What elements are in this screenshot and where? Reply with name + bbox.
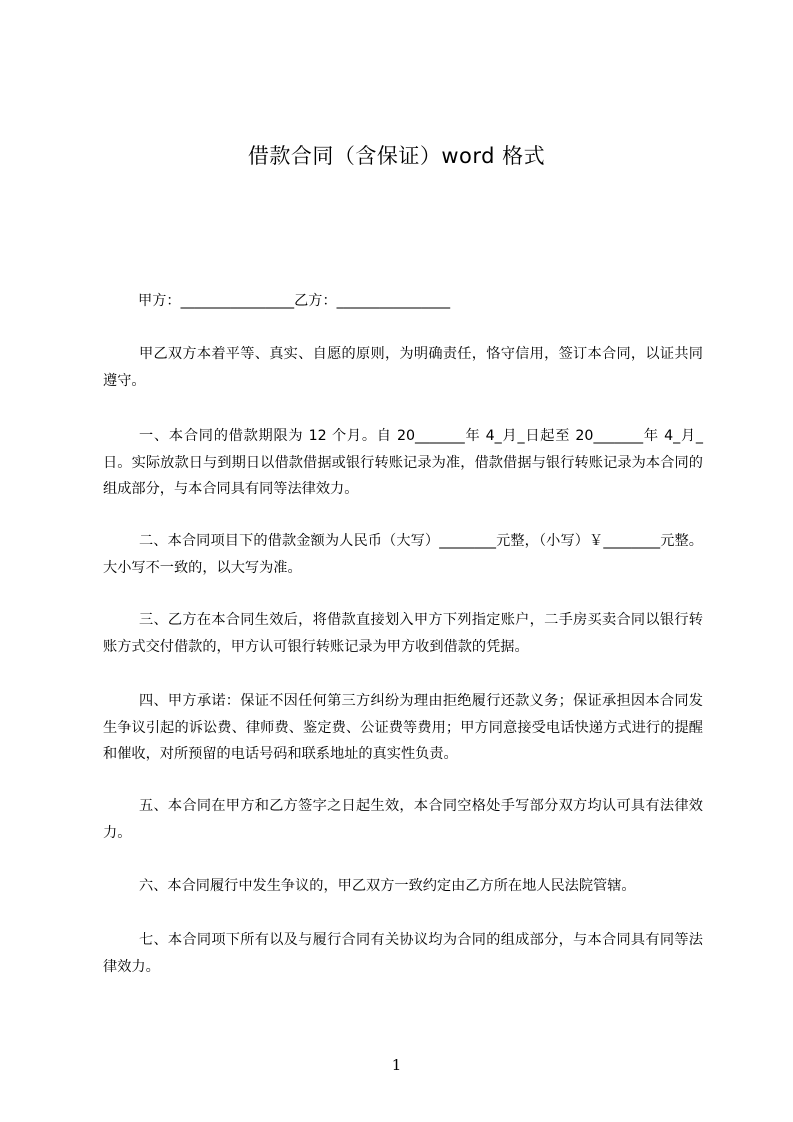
parties-line: 甲方：________________乙方：________________ bbox=[138, 293, 451, 309]
page-number: 1 bbox=[391, 1056, 402, 1074]
paragraph-clause-7: 七、本合同项下所有以及与履行合同有关协议均为合同的组成部分，与本合同具有同等法律效力。 bbox=[103, 932, 703, 975]
page-title: 借款合同（含保证）word 格式 bbox=[247, 144, 546, 168]
paragraph-clause-6: 六、本合同履行中发生争议的，甲乙双方一致约定由乙方所在地人民法院管辖。 bbox=[139, 878, 636, 894]
paragraph-clause-2: 二、本合同项目下的借款金额为人民币（大写）________元整，（小写）￥________元整。大小写不一致的，以大写为准。 bbox=[103, 533, 703, 576]
paragraph-clause-3: 三、乙方在本合同生效后，将借款直接划入甲方下列指定账户，二手房买卖合同以银行转账方式交付借款的，甲方认可银行转账记录为甲方收到借款的凭据。 bbox=[103, 612, 703, 655]
paragraph-preamble: 甲乙双方本着平等、真实、自愿的原则，为明确责任，恪守信用，签订本合同，以证共同遵守。 bbox=[103, 346, 703, 389]
paragraph-clause-5: 五、本合同在甲方和乙方签字之日起生效，本合同空格处手写部分双方均认可具有法律效力。 bbox=[103, 798, 703, 841]
paragraph-clause-1: 一、本合同的借款期限为 12 个月。自 20_______年 4_月_日起至 20_______年 4_月_日。实际放款日与到期日以借款借据或银行转账记录为准，借款借据与银行转账记录为本合同的组成部分，与本合同具有同等法律效力。 bbox=[103, 428, 703, 497]
paragraph-clause-4: 四、甲方承诺：保证不因任何第三方纠纷为理由拒绝履行还款义务；保证承担因本合同发生争议引起的诉讼费、律师费、鉴定费、公证费等费用；甲方同意接受电话快递方式进行的提醒和催收，对所预留的电话号码和联系地址的真实性负责。 bbox=[103, 693, 703, 762]
